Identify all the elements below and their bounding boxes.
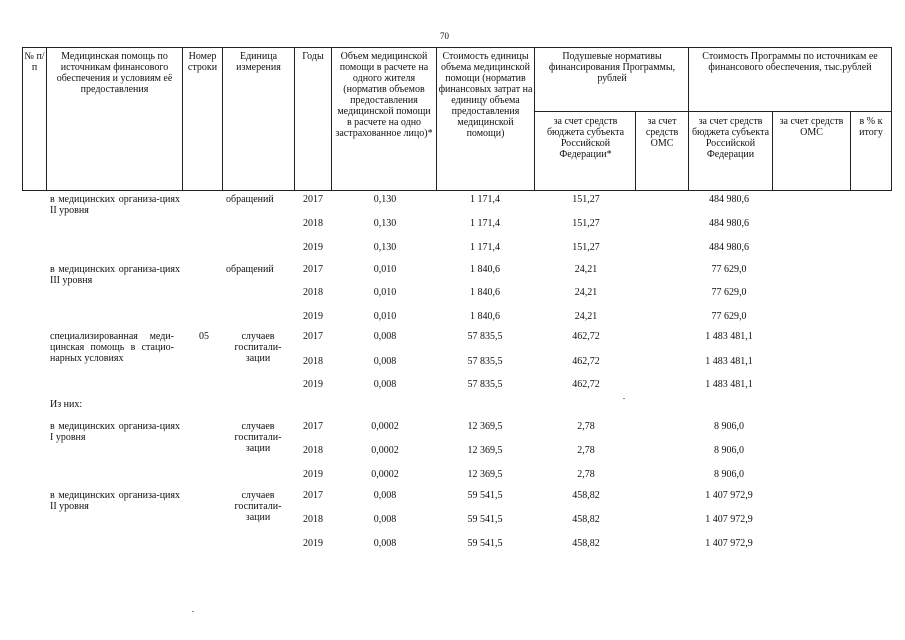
row-percap: 24,21	[574, 287, 598, 298]
row-cost: 1 171,4	[470, 242, 500, 253]
row-volume: 0,008	[373, 331, 397, 342]
row-name: в медицинских организа-циях III уровня	[50, 264, 180, 286]
row-cost: 1 171,4	[470, 218, 500, 229]
row-cost: 59 541,5	[467, 514, 503, 525]
row-volume: 0,130	[373, 194, 397, 205]
row-total: 1 407 972,9	[705, 538, 753, 549]
row-year: 2019	[303, 379, 323, 390]
row-volume: 0,130	[373, 242, 397, 253]
row-percap: 462,72	[572, 331, 600, 342]
row-year: 2017	[303, 490, 323, 501]
row-cost: 12 369,5	[467, 469, 503, 480]
row-total: 8 906,0	[714, 445, 744, 456]
row-cost: 57 835,5	[467, 379, 503, 390]
row-total: 77 629,0	[711, 311, 747, 322]
header-total: Стоимость Программы по источникам ее финансового обеспечения, тыс.рублей	[702, 51, 878, 73]
row-percap: 24,21	[574, 311, 598, 322]
row-unit: случаев госпитали-зации	[234, 490, 282, 523]
row-percap: 462,72	[572, 379, 600, 390]
header-row-number: Номер строки	[187, 51, 218, 73]
row-volume: 0,130	[373, 218, 397, 229]
row-cost: 1 840,6	[470, 287, 500, 298]
subheading-iz-nikh: Из них:	[50, 399, 83, 410]
row-total: 8 906,0	[714, 421, 744, 432]
row-cost: 57 835,5	[467, 356, 503, 367]
row-volume: 0,0002	[371, 469, 399, 480]
row-volume: 0,0002	[371, 421, 399, 432]
row-cost: 59 541,5	[467, 538, 503, 549]
row-percap: 2,78	[577, 469, 595, 480]
row-percap: 151,27	[572, 218, 600, 229]
scan-speck	[623, 398, 625, 399]
row-cost: 12 369,5	[467, 445, 503, 456]
header-total-budget: за счет средств бюджета субъекта Российской Федерации	[691, 116, 770, 160]
row-total: 484 980,6	[709, 194, 749, 205]
header-unit: Единица измерения	[236, 51, 281, 73]
row-year: 2019	[303, 538, 323, 549]
row-total: 1 407 972,9	[705, 514, 753, 525]
header-total-pct: в % к итогу	[859, 116, 883, 138]
row-total: 77 629,0	[711, 287, 747, 298]
row-percap: 458,82	[572, 490, 600, 501]
row-total: 1 483 481,1	[705, 379, 753, 390]
row-total: 77 629,0	[711, 264, 747, 275]
header-years: Годы	[302, 51, 324, 62]
row-total: 1 483 481,1	[705, 356, 753, 367]
row-cost: 57 835,5	[467, 331, 503, 342]
header-cost: Стоимость единицы объема медицинской помощи (норматив финансовых затрат на единицу объема предоставления медицинской помощи)	[438, 51, 533, 139]
row-volume: 0,0002	[371, 445, 399, 456]
row-year: 2018	[303, 356, 323, 367]
header-percap-budget: за счет средств бюджета субъекта Российской Федерации*	[546, 116, 625, 160]
header-percap: Подушевые нормативы финансирования Программы, рублей	[548, 51, 676, 84]
row-cost: 1 171,4	[470, 194, 500, 205]
row-percap: 458,82	[572, 514, 600, 525]
row-name: в медицинских организа-циях II уровня	[50, 194, 180, 216]
row-year: 2018	[303, 287, 323, 298]
row-unit: случаев госпитали-зации	[234, 421, 282, 454]
row-year: 2019	[303, 311, 323, 322]
row-year: 2019	[303, 469, 323, 480]
row-volume: 0,010	[373, 311, 397, 322]
row-cost: 1 840,6	[470, 264, 500, 275]
row-unit: обращений	[226, 194, 274, 205]
row-unit: обращений	[226, 264, 274, 275]
row-number: 05	[199, 331, 209, 342]
row-name: специализированная меди-цинская помощь в стацио-нарных условиях	[50, 331, 174, 364]
header-name: Медицинская помощь по источникам финансового обеспечения и условиям её предоставления	[56, 51, 173, 95]
row-volume: 0,008	[373, 514, 397, 525]
row-percap: 462,72	[572, 356, 600, 367]
page-number: 70	[440, 31, 449, 41]
row-cost: 12 369,5	[467, 421, 503, 432]
row-volume: 0,008	[373, 356, 397, 367]
row-year: 2018	[303, 445, 323, 456]
row-year: 2019	[303, 242, 323, 253]
header-volume: Объем медицинской помощи в расчете на одного жителя (норматив объемов предоставления медицинской помощи в расчете на одно застрахованное лицо)*	[335, 51, 433, 139]
row-cost: 59 541,5	[467, 490, 503, 501]
row-name: в медицинских организа-циях I уровня	[50, 421, 180, 443]
row-percap: 24,21	[574, 264, 598, 275]
header-percap-oms: за счет средств ОМС	[645, 116, 679, 149]
row-percap: 151,27	[572, 194, 600, 205]
row-percap: 458,82	[572, 538, 600, 549]
row-volume: 0,008	[373, 379, 397, 390]
row-percap: 2,78	[577, 445, 595, 456]
header-total-oms: за счет средств ОМС	[779, 116, 844, 138]
row-total: 484 980,6	[709, 242, 749, 253]
row-volume: 0,010	[373, 287, 397, 298]
row-total: 8 906,0	[714, 469, 744, 480]
row-volume: 0,010	[373, 264, 397, 275]
row-unit: случаев госпитали-зации	[234, 331, 282, 364]
row-name: в медицинских организа-циях II уровня	[50, 490, 180, 512]
row-percap: 151,27	[572, 242, 600, 253]
row-total: 1 407 972,9	[705, 490, 753, 501]
row-year: 2018	[303, 218, 323, 229]
row-total: 484 980,6	[709, 218, 749, 229]
row-year: 2017	[303, 421, 323, 432]
row-volume: 0,008	[373, 490, 397, 501]
row-year: 2017	[303, 194, 323, 205]
row-year: 2017	[303, 331, 323, 342]
row-volume: 0,008	[373, 538, 397, 549]
row-year: 2017	[303, 264, 323, 275]
scan-speck	[192, 611, 194, 612]
row-cost: 1 840,6	[470, 311, 500, 322]
row-total: 1 483 481,1	[705, 331, 753, 342]
row-year: 2018	[303, 514, 323, 525]
row-percap: 2,78	[577, 421, 595, 432]
header-num: № п/п	[24, 51, 45, 73]
